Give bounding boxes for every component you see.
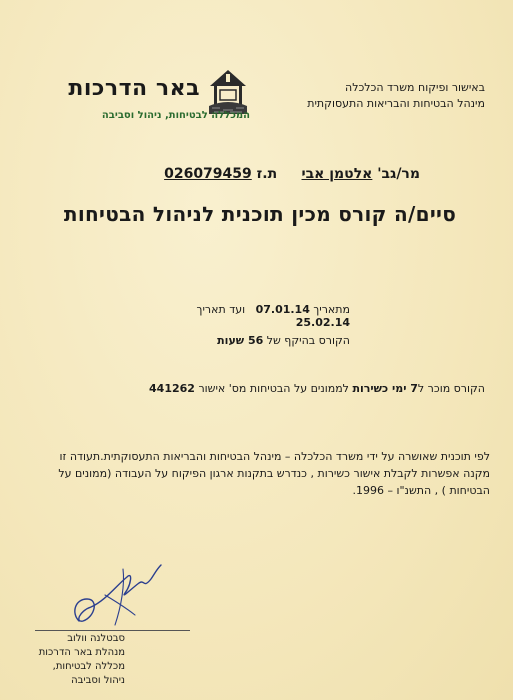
id-number: 026079459 xyxy=(164,166,252,182)
recognition-middle: לממונים על הבטיחות מס' אישור xyxy=(198,382,349,395)
course-recognition xyxy=(25,382,485,395)
issuer-line-2: מינהל הבטיחות והבריאות התעסוקתית xyxy=(307,97,485,110)
signer-org: מכללה לבטיחות, ניהול וסביבה xyxy=(52,661,125,686)
recipient-name: אלטמן אבי xyxy=(301,166,373,182)
course-dates xyxy=(140,303,350,329)
certificate-title: סיים/ה קורס מכין תוכנית לניהול הבטיחות xyxy=(63,202,457,226)
handwritten-signature xyxy=(65,555,175,635)
signer-role: מנהלת באר הדרכות xyxy=(38,647,125,658)
signature-line xyxy=(35,630,190,631)
approval-number: 441262 xyxy=(149,382,195,395)
to-date: 25.02.14 xyxy=(295,316,350,329)
approval-paragraph: לפי תוכנית שאושרה על ידי משרד הכלכלה – מינהל הבטיחות והבריאות התעסוקתית.תעודה זו מקנה אפשרות לקבלת אישור כשירות , כנדרש בתקנות ארגון הפיקוח על העבודה (ממונים על הבטיחות ) , התשנ"ו – 1996. xyxy=(58,450,490,497)
scope-prefix: הקורס בהיקף של xyxy=(266,334,350,347)
salutation: מר/גב' xyxy=(377,166,420,182)
to-label: ועד תאריך xyxy=(196,303,246,316)
id-label: ת.ז xyxy=(256,166,278,182)
issuer-line-1: באישור ופיקוח משרד הכלכלה xyxy=(345,81,485,94)
recognition-prefix: הקורס מוכר ל xyxy=(417,382,485,395)
scope-hours: 56 שעות xyxy=(217,334,264,347)
recipient-line xyxy=(120,166,420,182)
well-logo-icon xyxy=(206,68,250,116)
from-date: 07.01.14 xyxy=(255,303,310,316)
recognition-days: 7 ימי כשירות xyxy=(352,382,418,395)
college-logo xyxy=(40,64,250,136)
signer-block xyxy=(30,632,125,688)
college-tagline: המכללה לבטיחות, ניהול וסביבה xyxy=(101,110,250,121)
from-label: מתאריך xyxy=(313,303,350,316)
issuer-block xyxy=(265,80,485,112)
signer-name: סבטלנה וולוב xyxy=(67,633,125,644)
college-name: באר הדרכות xyxy=(68,76,200,101)
course-scope xyxy=(200,334,350,347)
